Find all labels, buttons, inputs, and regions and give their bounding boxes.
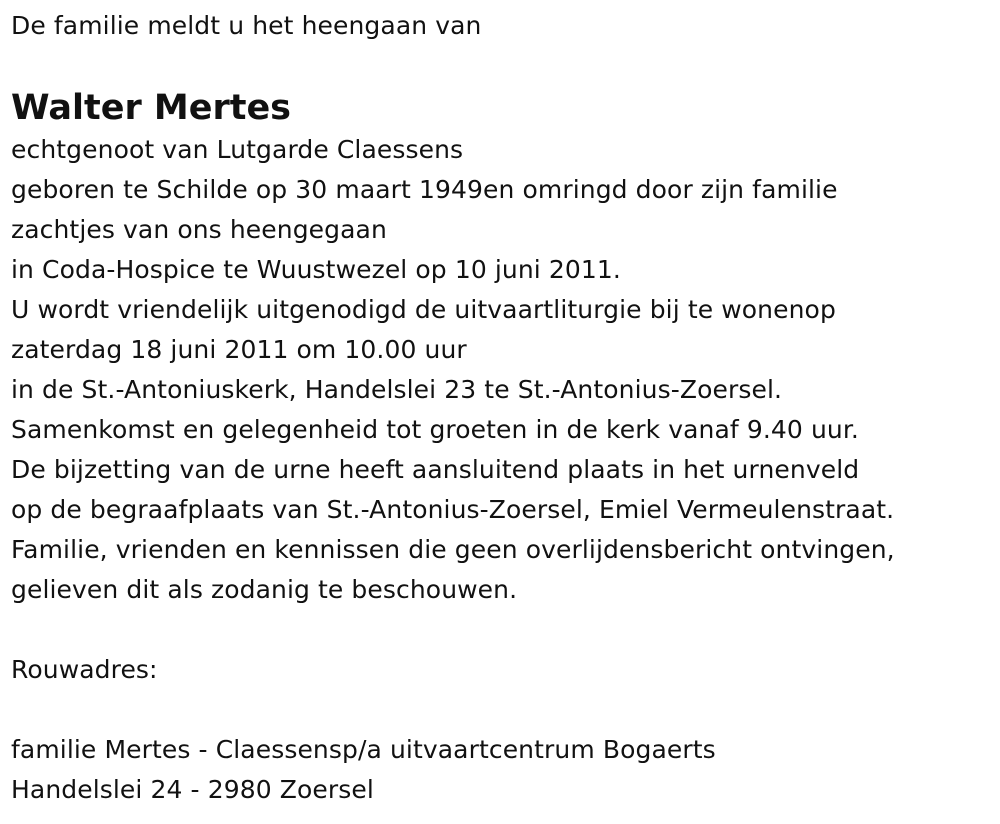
body-line: gelieven dit als zodanig te beschouwen. (11, 575, 518, 604)
body-line: U wordt vriendelijk uitgenodigd de uitvaartliturgie bij te wonenop (11, 295, 836, 324)
obituary-notice (11, 0, 991, 810)
deceased-name: Walter Mertes (11, 88, 292, 128)
body-line: echtgenoot van Lutgarde Claessens (11, 135, 464, 164)
body-line: De bijzetting van de urne heeft aansluitend plaats in het urnenveld (11, 455, 860, 484)
body-line: Familie, vrienden en kennissen die geen overlijdensbericht ontvingen, (11, 535, 895, 564)
intro-text: De familie meldt u het heengaan van (11, 11, 482, 40)
address-label: Rouwadres: (11, 655, 158, 684)
body-line: op de begraafplaats van St.-Antonius-Zoersel, Emiel Vermeulenstraat. (11, 495, 895, 524)
address-line: familie Mertes - Claessensp/a uitvaartcentrum Bogaerts (11, 735, 716, 764)
body-line: in de St.-Antoniuskerk, Handelslei 23 te St.-Antonius-Zoersel. (11, 375, 783, 404)
address-line: Handelslei 24 - 2980 Zoersel (11, 775, 374, 804)
mourning-address (11, 730, 991, 810)
spacer (11, 690, 991, 730)
body-line: in Coda-Hospice te Wuustwezel op 10 juni 2011. (11, 255, 621, 284)
body-line: Samenkomst en gelegenheid tot groeten in de kerk vanaf 9.40 uur. (11, 415, 859, 444)
obituary-body (11, 130, 991, 610)
spacer (11, 610, 991, 650)
body-line: zaterdag 18 juni 2011 om 10.00 uur (11, 335, 467, 364)
body-line: geboren te Schilde op 30 maart 1949en omringd door zijn familie (11, 175, 838, 204)
body-line: zachtjes van ons heengegaan (11, 215, 387, 244)
